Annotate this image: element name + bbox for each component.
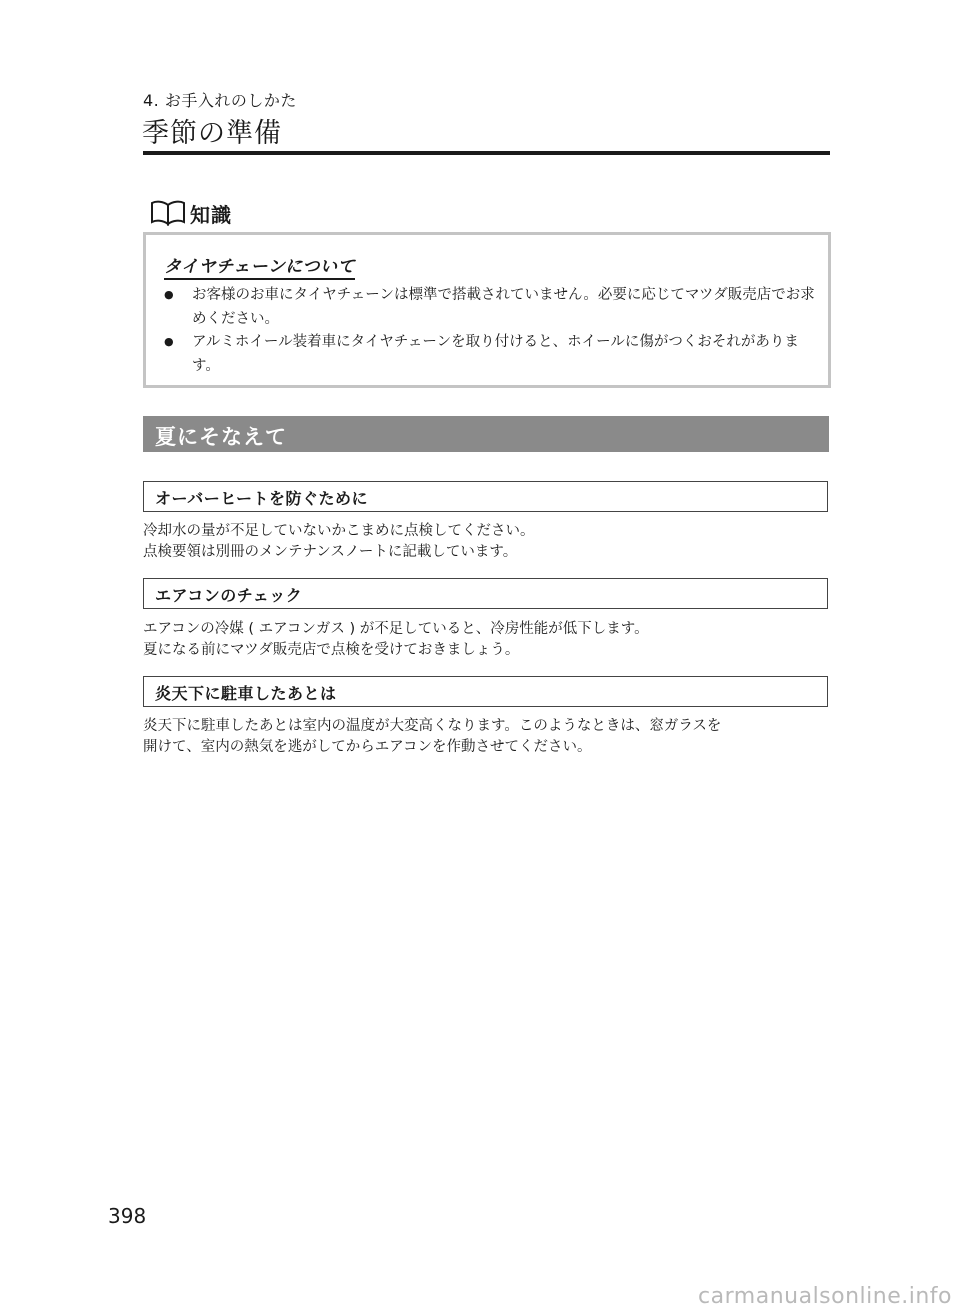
section-title: 夏にそなえて (155, 425, 287, 449)
section-heading-bar (143, 416, 829, 452)
bullet-text: アルミホイール装着車にタイヤチェーンを取り付けると、ホイールに傷がつくおそれがあります。 (192, 334, 799, 374)
knowledge-heading (150, 197, 232, 229)
knowledge-heading-label: 知識 (190, 202, 232, 227)
body-line: 炎天下に駐車したあとは室内の温度が大変高くなります。このようなときは、窓ガラスを (143, 718, 722, 734)
open-book-icon (150, 200, 186, 226)
title-divider (143, 151, 830, 155)
subsection-heading (143, 676, 828, 707)
chapter-label: 4. お手入れのしかた (143, 91, 297, 110)
page-number: 398 (108, 1204, 147, 1228)
knowledge-bullet (164, 330, 818, 378)
knowledge-box (143, 232, 831, 388)
page-title: 季節の準備 (142, 118, 282, 149)
subsection-heading-label: オーバーヒートを防ぐために (155, 489, 369, 508)
subsection-heading-label: エアコンのチェック (155, 586, 303, 605)
watermark: carmanualsonline.info (698, 1284, 952, 1309)
subsection-body (143, 716, 833, 758)
subsection-body (143, 521, 833, 563)
body-line: 点検要領は別冊のメンテナンスノートに記載しています。 (143, 544, 518, 560)
body-line: 夏になる前にマツダ販売店で点検を受けておきましょう。 (143, 642, 520, 658)
bullet-dot: ● (164, 335, 174, 348)
subsection-heading (143, 578, 828, 609)
body-line: 冷却水の量が不足していないかこまめに点検してください。 (143, 523, 535, 539)
subsection-body (143, 619, 833, 661)
knowledge-box-title: タイヤチェーンについて (164, 252, 355, 280)
bullet-text: お客様のお車にタイヤチェーンは標準で搭載されていません。必要に応じてマツダ販売店でお求めください。 (192, 287, 815, 327)
knowledge-bullet (164, 283, 818, 331)
bullet-dot: ● (164, 288, 174, 301)
body-line: 開けて、室内の熱気を逃がしてからエアコンを作動させてください。 (143, 739, 592, 755)
body-line: エアコンの冷媒 ( エアコンガス ) が不足していると、冷房性能が低下します。 (143, 621, 649, 637)
subsection-heading (143, 481, 828, 512)
subsection-heading-label: 炎天下に駐車したあとは (155, 684, 337, 703)
